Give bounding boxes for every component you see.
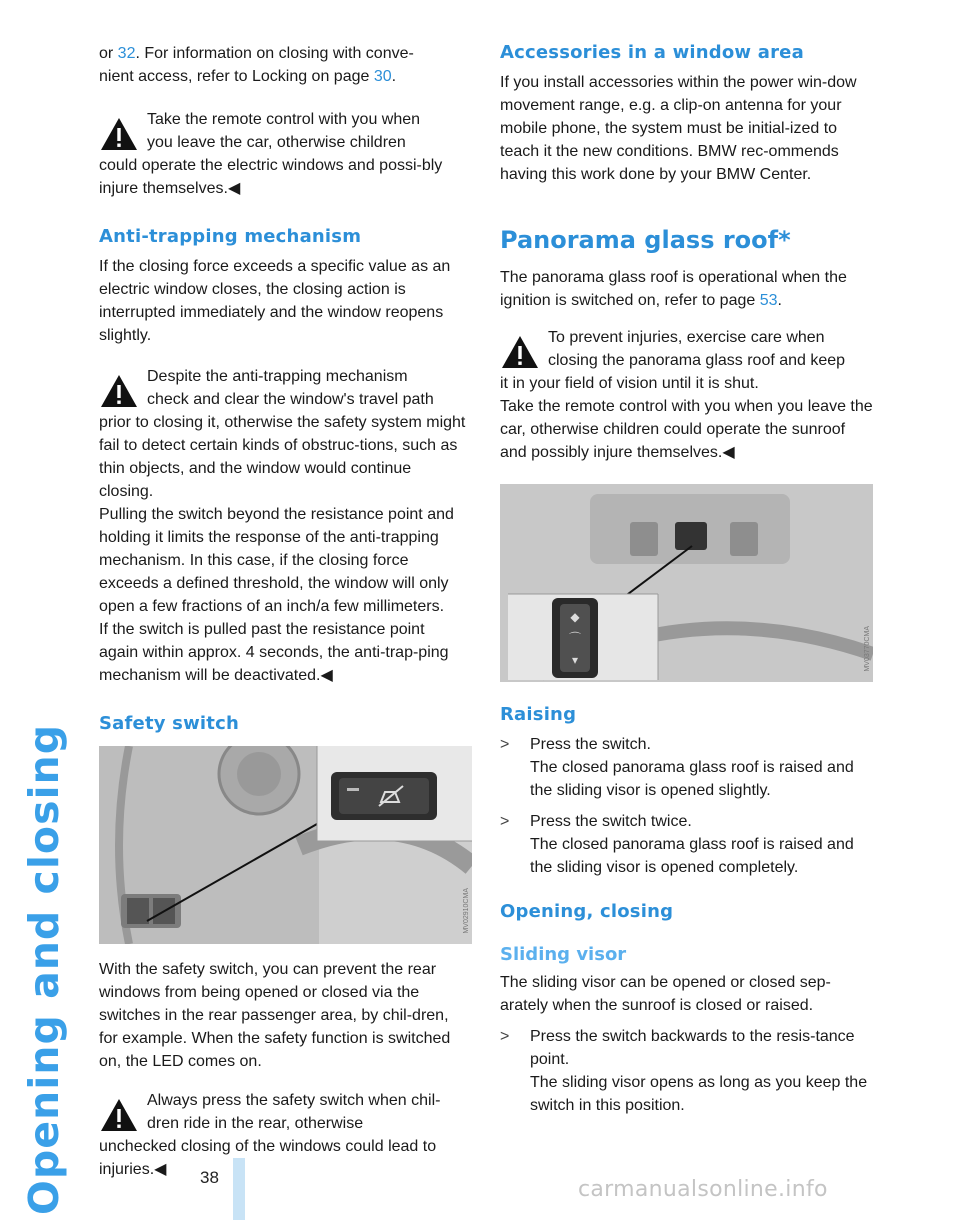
list-marker: > [500, 1028, 510, 1045]
panorama-switch-illustration [500, 484, 873, 682]
visor-item-1: > Press the switch backwards to the resis-tance point. The sliding visor opens as long as you keep the switch in this position. [500, 1025, 874, 1117]
page-link-32[interactable]: 32 [117, 45, 136, 62]
left-column [99, 42, 470, 1181]
sliding-visor-text: The sliding visor can be opened or closed sep-arately when the sunroof is closed or raised. [500, 974, 831, 1014]
page-number: 38 [200, 1168, 219, 1187]
accessories-text: If you install accessories within the power win-dow movement range, e.g. a clip-on antenna for your mobile phone, the system must be initial-ized to teach it the new conditions. BMW rec-ommends having this work done by your BMW Center. [500, 74, 857, 183]
raising-item-1: > Press the switch. The closed panorama glass roof is raised and the sliding visor is opened slightly. [500, 733, 874, 802]
sliding-visor-heading: Sliding visor [500, 944, 627, 965]
anti-trapping-text: If the closing force exceeds a specific value as an electric window closes, the closing action is interrupted immediately and the window reopens slightly. [99, 258, 451, 344]
accessories-heading: Accessories in a window area [500, 42, 804, 63]
svg-text:◆: ◆ [570, 610, 580, 624]
safety-switch-illustration [99, 746, 472, 944]
watermark: carmanualsonline.info [578, 1177, 828, 1202]
safety-switch-image [99, 746, 472, 944]
warning-anti-trapping: Despite the anti-trapping mechanism check and clear the window's travel path prior to closing it, otherwise the safety system might fail to detect certain kinds of obstruc-tions, such as thin objects, and the window would continue closing. Pulling the switch beyond the resistance point and holding it limits the response of the anti-trapping mechanism. In this case, if the closing force exceeds a defined threshold, the window will only open a few fractions of an inch/a few millimeters. If the switch is pulled past the resistance point again within approx. 4 seconds, the anti-trap-ping mechanism will be deactivated.◀ [99, 368, 466, 684]
side-chapter-title: Opening and closing [20, 723, 68, 1215]
page-number-bar [233, 1158, 245, 1220]
safety-switch-text: With the safety switch, you can prevent the rear windows from being opened or closed via the switches in the rear passenger area, by chil-dren, for example. When the safety function is switched on, the LED comes on. [99, 961, 451, 1070]
warning-triangle-icon [500, 334, 540, 370]
safety-switch-heading: Safety switch [99, 713, 239, 734]
warning-triangle-icon [99, 1097, 139, 1133]
panorama-intro: The panorama glass roof is operational when the ignition is switched on, refer to page 53. [500, 269, 847, 309]
panorama-switch-image [500, 484, 873, 682]
svg-text:⌒: ⌒ [568, 631, 582, 645]
list-marker: > [500, 736, 510, 753]
warning-triangle-icon [99, 116, 139, 152]
intro-paragraph: or 32. For information on closing with conve- nient access, refer to Locking on page 30. [99, 45, 414, 85]
page-link-53[interactable]: 53 [759, 292, 778, 309]
page-link-30[interactable]: 30 [373, 68, 392, 85]
panorama-roof-heading: Panorama glass roof* [500, 226, 791, 254]
warning-remote-control: Take the remote control with you when you leave the car, otherwise children could operate the electric windows and possi-bly injure themselves.◀ [99, 111, 443, 197]
raising-heading: Raising [500, 704, 577, 725]
warning-safety-switch: Always press the safety switch when chil- dren ride in the rear, otherwise unchecked closing of the windows could lead to injuries.◀ [99, 1092, 441, 1178]
svg-text:▾: ▾ [571, 653, 579, 667]
warning-panorama: To prevent injuries, exercise care when closing the panorama glass roof and keep it in your field of vision until it is shut. Take the remote control with you when you leave the car, otherwise children could operate the sunroof and possibly injure themselves.◀ [500, 329, 873, 461]
opening-closing-heading: Opening, closing [500, 901, 674, 922]
list-marker: > [500, 813, 510, 830]
image-code: MV02910CMA [463, 888, 470, 934]
raising-item-2: > Press the switch twice. The closed panorama glass roof is raised and the sliding visor is opened completely. [500, 810, 874, 879]
anti-trapping-heading: Anti-trapping mechanism [99, 226, 362, 247]
warning-triangle-icon [99, 373, 139, 409]
image-code: MV03770CMA [864, 626, 871, 672]
right-column [500, 42, 874, 1117]
